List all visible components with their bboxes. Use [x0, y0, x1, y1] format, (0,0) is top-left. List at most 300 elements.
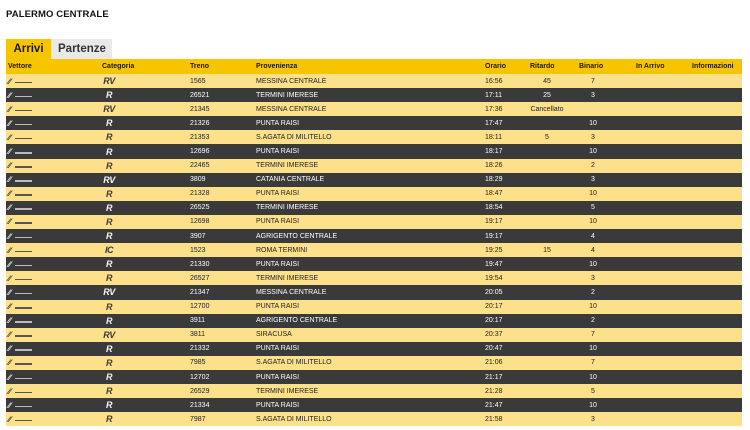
logo-bar [15, 349, 32, 351]
binario-cell: 10 [589, 303, 597, 311]
logo-mark: ∕∕ [8, 344, 11, 354]
categoria-cell [102, 257, 182, 271]
categoria-cell [102, 384, 182, 398]
regionale-icon: R [106, 357, 112, 368]
categoria-cell [102, 88, 182, 102]
categoria-cell [102, 74, 182, 88]
orario-cell: 21:17 [485, 373, 503, 381]
treno-cell: 3811 [190, 331, 206, 339]
provenienza-cell: TERMINI IMERESE [256, 387, 319, 395]
ritardo-cell [522, 285, 572, 299]
provenienza-cell: SIRACUSA [256, 331, 292, 339]
logo-bar [15, 378, 32, 380]
trenitalia-logo-icon [8, 317, 32, 324]
treno-cell: 26525 [190, 204, 210, 212]
regionale-icon: R [106, 216, 112, 227]
binario-cell: 3 [591, 91, 595, 99]
logo-bar [15, 237, 32, 239]
treno-cell: 21353 [190, 133, 210, 141]
categoria-cell [102, 398, 182, 412]
logo-mark: ∕∕ [8, 372, 11, 382]
vettore-cell [8, 215, 98, 229]
trenitalia-logo-icon [8, 134, 32, 141]
trenitalia-logo-icon [8, 106, 32, 113]
table-row[interactable] [6, 173, 742, 187]
regionale-icon: R [106, 273, 112, 284]
provenienza-cell: MESSINA CENTRALE [256, 77, 327, 85]
regionale-icon: R [106, 400, 112, 411]
table-row[interactable] [6, 356, 742, 370]
ritardo-cell [522, 173, 572, 187]
table-row[interactable] [6, 412, 742, 426]
header-ritardo: Ritardo [530, 63, 555, 70]
logo-mark: ∕∕ [8, 217, 11, 227]
logo-bar [15, 110, 32, 112]
vettore-cell [8, 342, 98, 356]
regionale-veloce-icon: RV [103, 287, 115, 298]
provenienza-cell: TERMINI IMERESE [256, 162, 319, 170]
logo-mark: ∕∕ [8, 203, 11, 213]
table-row[interactable] [6, 271, 742, 285]
table-row[interactable] [6, 257, 742, 271]
treno-cell: 12700 [190, 303, 210, 311]
logo-bar [15, 166, 32, 168]
regionale-icon: R [106, 301, 112, 312]
logo-bar [15, 279, 32, 281]
provenienza-cell: PUNTA RAISI [256, 190, 300, 198]
binario-cell: 10 [589, 148, 597, 156]
logo-bar [15, 363, 32, 365]
categoria-cell [102, 328, 182, 342]
logo-bar [15, 265, 32, 267]
arrivals-table [6, 59, 742, 426]
trenitalia-logo-icon [8, 120, 32, 127]
vettore-cell [8, 88, 98, 102]
treno-cell: 22465 [190, 162, 210, 170]
binario-cell: 7 [591, 331, 595, 339]
vettore-cell [8, 328, 98, 342]
logo-mark: ∕∕ [8, 414, 11, 424]
treno-cell: 7985 [190, 359, 206, 367]
trenitalia-logo-icon [8, 247, 32, 254]
ritardo-cell: 45 [543, 77, 551, 85]
logo-mark: ∕∕ [8, 76, 11, 86]
categoria-cell [102, 300, 182, 314]
ritardo-cell [522, 229, 572, 243]
treno-cell: 12702 [190, 373, 210, 381]
tab-partenze[interactable]: Partenze [51, 39, 112, 59]
binario-cell: 5 [591, 387, 595, 395]
regionale-icon: R [106, 231, 112, 242]
vettore-cell [8, 116, 98, 130]
orario-cell: 20:47 [485, 345, 503, 353]
intercity-icon: IC [105, 245, 113, 256]
trenitalia-logo-icon [8, 275, 32, 282]
trenitalia-logo-icon [8, 345, 32, 352]
regionale-veloce-icon: RV [103, 329, 115, 340]
header-provenienza: Provenienza [256, 63, 298, 70]
logo-mark: ∕∕ [8, 189, 11, 199]
logo-bar [15, 293, 32, 295]
categoria-cell [102, 243, 182, 257]
treno-cell: 21332 [190, 345, 210, 353]
ritardo-cell [522, 384, 572, 398]
logo-bar [15, 194, 32, 196]
ritardo-cell [522, 116, 572, 130]
binario-cell: 10 [589, 190, 597, 198]
orario-cell: 18:47 [485, 190, 503, 198]
provenienza-cell: MESSINA CENTRALE [256, 105, 327, 113]
logo-mark: ∕∕ [8, 259, 11, 269]
regionale-icon: R [106, 372, 112, 383]
provenienza-cell: PUNTA RAISI [256, 303, 300, 311]
regionale-icon: R [106, 90, 112, 101]
categoria-cell [102, 285, 182, 299]
categoria-cell [102, 130, 182, 144]
provenienza-cell: ROMA TERMINI [256, 246, 308, 254]
table-row[interactable] [6, 116, 742, 130]
logo-mark: ∕∕ [8, 104, 11, 114]
binario-cell: 10 [589, 260, 597, 268]
trenitalia-logo-icon [8, 176, 32, 183]
categoria-cell [102, 370, 182, 384]
binario-cell: 3 [591, 415, 595, 423]
treno-cell: 21328 [190, 190, 210, 198]
logo-mark: ∕∕ [8, 287, 11, 297]
logo-mark: ∕∕ [8, 330, 11, 340]
header-categoria: Categoria [102, 63, 135, 70]
categoria-cell [102, 116, 182, 130]
orario-cell: 17:36 [485, 105, 503, 113]
table-row[interactable] [6, 74, 742, 88]
table-row[interactable] [6, 384, 742, 398]
treno-cell: 26529 [190, 387, 210, 395]
trenitalia-logo-icon [8, 218, 32, 225]
trenitalia-logo-icon [8, 374, 32, 381]
provenienza-cell: CATANIA CENTRALE [256, 176, 325, 184]
table-row[interactable] [6, 243, 742, 257]
binario-cell: 10 [589, 218, 597, 226]
binario-cell: 7 [591, 77, 595, 85]
binario-cell: 10 [589, 345, 597, 353]
vettore-cell [8, 201, 98, 215]
ritardo-cell [522, 356, 572, 370]
binario-cell: 5 [591, 204, 595, 212]
logo-bar [15, 406, 32, 408]
orario-cell: 18:17 [485, 148, 503, 156]
vettore-cell [8, 144, 98, 158]
table-row[interactable] [6, 88, 742, 102]
provenienza-cell: TERMINI IMERESE [256, 204, 319, 212]
orario-cell: 19:54 [485, 274, 503, 282]
logo-bar [15, 152, 32, 154]
orario-cell: 17:47 [485, 119, 503, 127]
regionale-icon: R [106, 188, 112, 199]
table-row[interactable] [6, 159, 742, 173]
binario-cell: 4 [591, 232, 595, 240]
vettore-cell [8, 384, 98, 398]
trenitalia-logo-icon [8, 303, 32, 310]
orario-cell: 18:26 [485, 162, 503, 170]
categoria-cell [102, 356, 182, 370]
trenitalia-logo-icon [8, 261, 32, 268]
orario-cell: 18:29 [485, 176, 503, 184]
categoria-cell [102, 201, 182, 215]
treno-cell: 1565 [190, 77, 206, 85]
provenienza-cell: AGRIGENTO CENTRALE [256, 232, 338, 240]
regionale-icon: R [106, 259, 112, 270]
table-row[interactable] [6, 285, 742, 299]
regionale-icon: R [106, 132, 112, 143]
table-body [6, 74, 742, 426]
categoria-cell [102, 229, 182, 243]
provenienza-cell: S.AGATA DI MILITELLO [256, 359, 332, 367]
table-row[interactable] [6, 342, 742, 356]
logo-bar [15, 321, 32, 323]
treno-cell: 1523 [190, 246, 206, 254]
binario-cell: 4 [591, 246, 595, 254]
provenienza-cell: PUNTA RAISI [256, 260, 300, 268]
categoria-cell [102, 271, 182, 285]
ritardo-cell [522, 370, 572, 384]
provenienza-cell: PUNTA RAISI [256, 401, 300, 409]
vettore-cell [8, 173, 98, 187]
vettore-cell [8, 356, 98, 370]
binario-cell: 10 [589, 373, 597, 381]
trenitalia-logo-icon [8, 359, 32, 366]
orario-cell: 20:37 [485, 331, 503, 339]
table-row[interactable] [6, 229, 742, 243]
header-in-arrivo: In Arrivo [636, 63, 665, 70]
table-row[interactable] [6, 370, 742, 384]
regionale-icon: R [106, 160, 112, 171]
categoria-cell [102, 144, 182, 158]
treno-cell: 21326 [190, 119, 210, 127]
logo-mark: ∕∕ [8, 132, 11, 142]
logo-mark: ∕∕ [8, 386, 11, 396]
logo-mark: ∕∕ [8, 118, 11, 128]
table-row[interactable] [6, 300, 742, 314]
binario-cell: 2 [591, 162, 595, 170]
tab-arrivi[interactable]: Arrivi [6, 39, 51, 59]
table-row[interactable] [6, 130, 742, 144]
treno-cell: 26527 [190, 274, 210, 282]
provenienza-cell: PUNTA RAISI [256, 373, 300, 381]
logo-mark: ∕∕ [8, 147, 11, 157]
ritardo-cell [522, 300, 572, 314]
categoria-cell [102, 187, 182, 201]
regionale-icon: R [106, 315, 112, 326]
provenienza-cell: PUNTA RAISI [256, 119, 300, 127]
ritardo-cell [522, 257, 572, 271]
binario-cell: 7 [591, 359, 595, 367]
binario-cell [574, 102, 612, 116]
binario-cell: 3 [591, 133, 595, 141]
ritardo-cell [522, 215, 572, 229]
binario-cell: 10 [589, 119, 597, 127]
ritardo-cell [522, 201, 572, 215]
table-row[interactable] [6, 144, 742, 158]
ritardo-cell [522, 144, 572, 158]
board-tabs [6, 39, 112, 59]
table-row[interactable] [6, 398, 742, 412]
logo-bar [15, 222, 32, 224]
orario-cell: 20:05 [485, 288, 503, 296]
vettore-cell [8, 159, 98, 173]
binario-cell: 3 [591, 274, 595, 282]
vettore-cell [8, 257, 98, 271]
header-orario: Orario [485, 63, 507, 70]
orario-cell: 20:17 [485, 317, 503, 325]
provenienza-cell: S.AGATA DI MILITELLO [256, 415, 332, 423]
binario-cell: 10 [589, 401, 597, 409]
provenienza-cell: PUNTA RAISI [256, 345, 300, 353]
logo-mark: ∕∕ [8, 273, 11, 283]
table-row[interactable] [6, 314, 742, 328]
orario-cell: 19:47 [485, 260, 503, 268]
vettore-cell [8, 74, 98, 88]
logo-mark: ∕∕ [8, 302, 11, 312]
vettore-cell [8, 370, 98, 384]
logo-bar [15, 82, 32, 84]
logo-bar [15, 138, 32, 140]
trenitalia-logo-icon [8, 190, 32, 197]
logo-bar [15, 392, 32, 394]
ritardo-cell [522, 159, 572, 173]
trenitalia-logo-icon [8, 162, 32, 169]
table-row[interactable] [6, 102, 742, 116]
binario-cell: 3 [591, 176, 595, 184]
vettore-cell [8, 229, 98, 243]
regionale-icon: R [106, 146, 112, 157]
treno-cell: 21330 [190, 260, 210, 268]
provenienza-cell: TERMINI IMERESE [256, 91, 319, 99]
orario-cell: 21:47 [485, 401, 503, 409]
header-treno: Treno [190, 63, 210, 70]
orario-cell: 18:11 [485, 133, 502, 141]
regionale-icon: R [106, 386, 112, 397]
binario-cell: 2 [591, 317, 595, 325]
orario-cell: 21:28 [485, 387, 503, 395]
regionale-icon: R [106, 118, 112, 129]
trenitalia-logo-icon [8, 289, 32, 296]
trenitalia-logo-icon [8, 148, 32, 155]
regionale-veloce-icon: RV [103, 104, 115, 115]
treno-cell: 7987 [190, 415, 206, 423]
logo-mark: ∕∕ [8, 231, 11, 241]
regionale-veloce-icon: RV [103, 76, 115, 87]
treno-cell: 12696 [190, 148, 210, 156]
categoria-cell [102, 314, 182, 328]
trenitalia-logo-icon [8, 78, 32, 85]
logo-bar [15, 251, 32, 253]
categoria-cell [102, 342, 182, 356]
treno-cell: 12698 [190, 218, 210, 226]
logo-bar [15, 335, 32, 337]
vettore-cell [8, 243, 98, 257]
provenienza-cell: S.AGATA DI MILITELLO [256, 133, 332, 141]
ritardo-cell [522, 314, 572, 328]
treno-cell: 3809 [190, 176, 206, 184]
table-row[interactable] [6, 201, 742, 215]
vettore-cell [8, 187, 98, 201]
orario-cell: 21:06 [485, 359, 503, 367]
vettore-cell [8, 314, 98, 328]
ritardo-cell [522, 412, 572, 426]
orario-cell: 20:17 [485, 303, 503, 311]
vettore-cell [8, 102, 98, 116]
logo-mark: ∕∕ [8, 358, 11, 368]
categoria-cell [102, 173, 182, 187]
logo-mark: ∕∕ [8, 175, 11, 185]
trenitalia-logo-icon [8, 233, 32, 240]
categoria-cell [102, 159, 182, 173]
treno-cell: 21347 [190, 288, 210, 296]
header-vettore: Vettore [8, 63, 32, 70]
table-header [6, 59, 742, 74]
trenitalia-logo-icon [8, 388, 32, 395]
ritardo-cell: 5 [545, 133, 549, 141]
regionale-icon: R [106, 414, 112, 425]
trenitalia-logo-icon [8, 204, 32, 211]
header-informazioni: Informazioni [692, 63, 734, 70]
vettore-cell [8, 300, 98, 314]
provenienza-cell: TERMINI IMERESE [256, 274, 319, 282]
categoria-cell [102, 102, 182, 116]
orario-cell: 17:11 [485, 91, 502, 99]
binario-cell: 2 [591, 288, 595, 296]
ritardo-cell [522, 187, 572, 201]
regionale-veloce-icon: RV [103, 174, 115, 185]
ritardo-cell: Cancellato [530, 105, 564, 113]
table-row[interactable] [6, 187, 742, 201]
table-row[interactable] [6, 328, 742, 342]
treno-cell: 26521 [190, 91, 210, 99]
vettore-cell [8, 271, 98, 285]
trenitalia-logo-icon [8, 92, 32, 99]
orario-cell: 19:25 [485, 246, 503, 254]
treno-cell: 21334 [190, 401, 210, 409]
table-row[interactable] [6, 215, 742, 229]
logo-bar [15, 180, 32, 182]
logo-bar [15, 208, 32, 210]
orario-cell: 16:56 [485, 77, 503, 85]
logo-bar [15, 420, 32, 422]
logo-bar [15, 307, 32, 309]
treno-cell: 3911 [190, 317, 206, 325]
logo-mark: ∕∕ [8, 245, 11, 255]
logo-mark: ∕∕ [8, 316, 11, 326]
trenitalia-logo-icon [8, 331, 32, 338]
ritardo-cell [522, 342, 572, 356]
logo-mark: ∕∕ [8, 90, 11, 100]
provenienza-cell: AGRIGENTO CENTRALE [256, 317, 338, 325]
treno-cell: 21345 [190, 105, 210, 113]
provenienza-cell: MESSINA CENTRALE [256, 288, 327, 296]
ritardo-cell [522, 328, 572, 342]
ritardo-cell [522, 398, 572, 412]
vettore-cell [8, 398, 98, 412]
trenitalia-logo-icon [8, 402, 32, 409]
categoria-cell [102, 412, 182, 426]
logo-mark: ∕∕ [8, 161, 11, 171]
vettore-cell [8, 285, 98, 299]
orario-cell: 18:54 [485, 204, 503, 212]
treno-cell: 3907 [190, 232, 206, 240]
orario-cell: 21:58 [485, 415, 503, 423]
ritardo-cell [522, 271, 572, 285]
logo-mark: ∕∕ [8, 400, 11, 410]
